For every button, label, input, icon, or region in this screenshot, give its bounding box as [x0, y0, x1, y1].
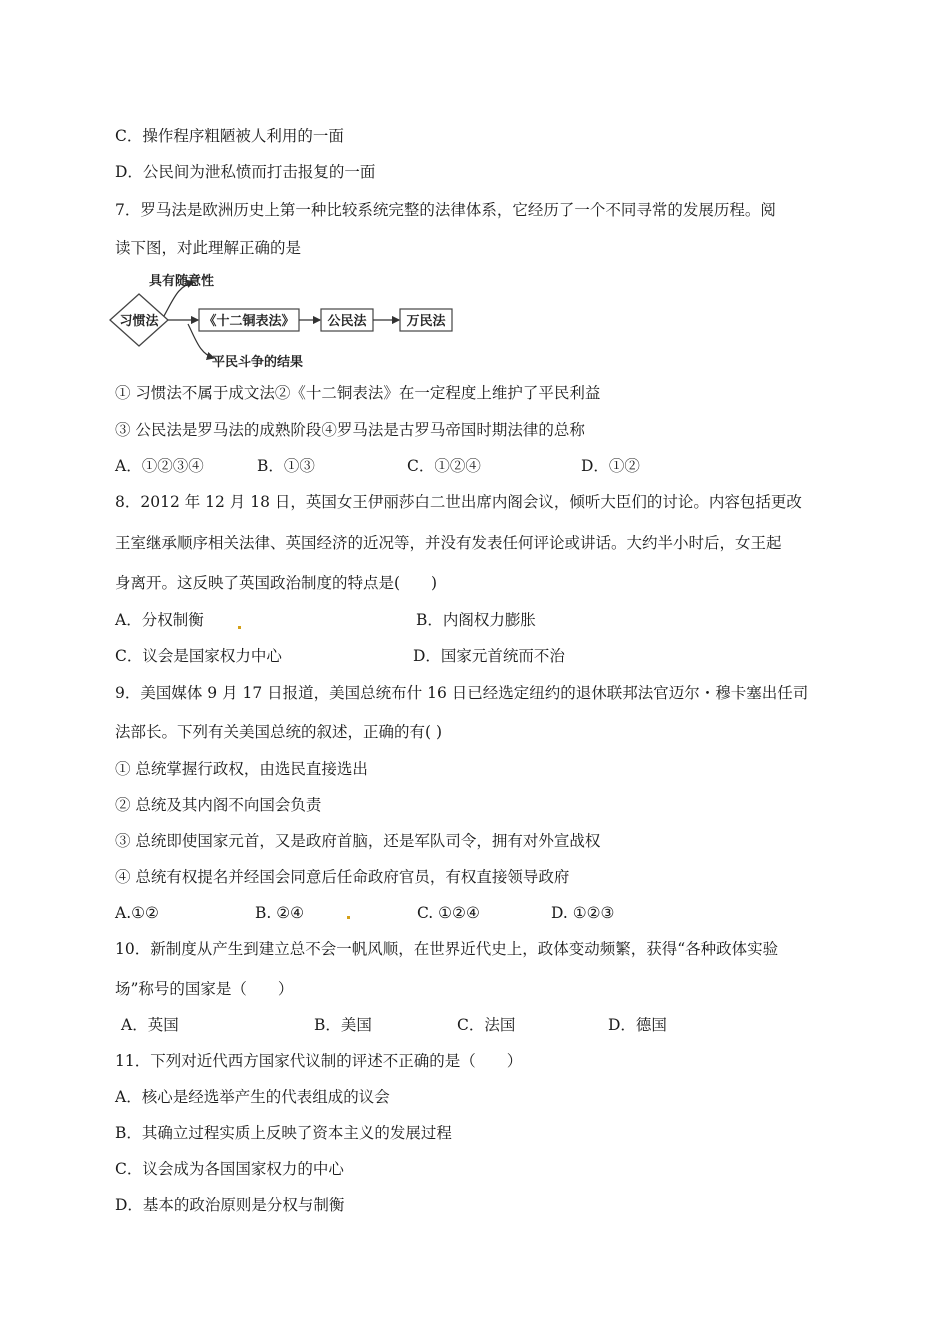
roman-law-diagram	[108, 268, 468, 372]
q8-option-b: B．内阁权力膨胀	[416, 611, 536, 629]
q7-statements-line2: ③ 公民法是罗马法的成熟阶段④罗马法是古罗马帝国时期法律的总称	[115, 421, 585, 439]
q8-stem-line1: 8．2012 年 12 月 18 日，英国女王伊丽莎白二世出席内阁会议，倾听大臣们的讨论。内容包括更改	[115, 493, 802, 511]
q7-statements-line1: ① 习惯法不属于成文法②《十二铜表法》在一定程度上维护了平民利益	[115, 384, 601, 402]
diagram-node-customary-law: 习惯法	[119, 314, 159, 329]
q10-stem-line2: 场”称号的国家是（ ）	[115, 980, 294, 998]
diagram-note-plebeian-struggle: 平民斗争的结果	[212, 355, 304, 370]
q10-option-a: A．英国	[121, 1016, 179, 1034]
q9-option-b: B. ②④	[255, 904, 305, 922]
q11-stem: 11．下列对近代西方国家代议制的评述不正确的是（ ）	[115, 1052, 523, 1070]
q9-item-3: ③ 总统即使国家元首，又是政府首脑，还是军队司令，拥有对外宣战权	[115, 832, 601, 850]
diagram-node-law-of-nations: 万民法	[406, 314, 446, 329]
q7-stem-line2: 读下图，对此理解正确的是	[115, 239, 302, 257]
q9-option-d: D. ①②③	[551, 904, 615, 922]
q8-option-d: D．国家元首统而不治	[413, 647, 565, 665]
q11-option-d: D．基本的政治原则是分权与制衡	[115, 1196, 345, 1214]
q9-item-2: ② 总统及其内阁不向国会负责	[115, 796, 322, 814]
q11-option-b: B．其确立过程实质上反映了资本主义的发展过程	[115, 1124, 452, 1142]
q9-stem-line2: 法部长。下列有关美国总统的叙述，正确的有( )	[115, 723, 443, 741]
q8-option-a: A．分权制衡	[115, 611, 204, 629]
q11-option-c: C．议会成为各国国家权力的中心	[115, 1160, 344, 1178]
q11-option-a: A．核心是经选举产生的代表组成的议会	[115, 1088, 390, 1106]
q8-stem-line2: 王室继承顺序相关法律、英国经济的近况等，并没有发表任何评论或讲话。大约半小时后，女王起	[115, 534, 782, 552]
q10-option-d: D．德国	[608, 1016, 667, 1034]
q7-option-c: C．①②④	[407, 457, 481, 475]
q9-item-1: ① 总统掌握行政权，由选民直接选出	[115, 760, 368, 778]
q9-option-c: C. ①②④	[417, 904, 480, 922]
q10-option-c: C．法国	[457, 1016, 516, 1034]
q8-option-c: C．议会是国家权力中心	[115, 647, 282, 665]
q10-stem-line1: 10．新制度从产生到建立总不会一帆风顺，在世界近代史上，政体变动频繁，获得“各种政体实验	[115, 940, 779, 958]
q6-option-c: C．操作程序粗陋被人利用的一面	[115, 127, 344, 145]
speck-mark	[238, 626, 241, 629]
q9-stem-line1: 9．美国媒体 9 月 17 日报道，美国总统布什 16 日已经选定纽约的退休联邦法官迈尔・穆卡塞出任司	[115, 684, 809, 702]
q9-option-a: A.①②	[115, 904, 159, 922]
diagram-note-arbitrary: 具有随意性	[149, 274, 215, 289]
q7-option-a: A．①②③④	[115, 457, 204, 475]
q7-stem-line1: 7．罗马法是欧洲历史上第一种比较系统完整的法律体系，它经历了一个不同寻常的发展历程。阅	[115, 201, 776, 219]
diagram-node-civil-law: 公民法	[327, 314, 367, 329]
q9-item-4: ④ 总统有权提名并经国会同意后任命政府官员，有权直接领导政府	[115, 868, 570, 886]
q10-option-b: B．美国	[314, 1016, 372, 1034]
speck-mark	[347, 916, 350, 919]
q8-stem-line3: 身离开。这反映了英国政治制度的特点是( )	[115, 574, 438, 592]
diagram-node-twelve-tables: 《十二铜表法》	[203, 314, 295, 329]
q6-option-d: D．公民间为泄私愤而打击报复的一面	[115, 163, 376, 181]
q7-option-d: D．①②	[581, 457, 640, 475]
q7-option-b: B．①③	[257, 457, 315, 475]
